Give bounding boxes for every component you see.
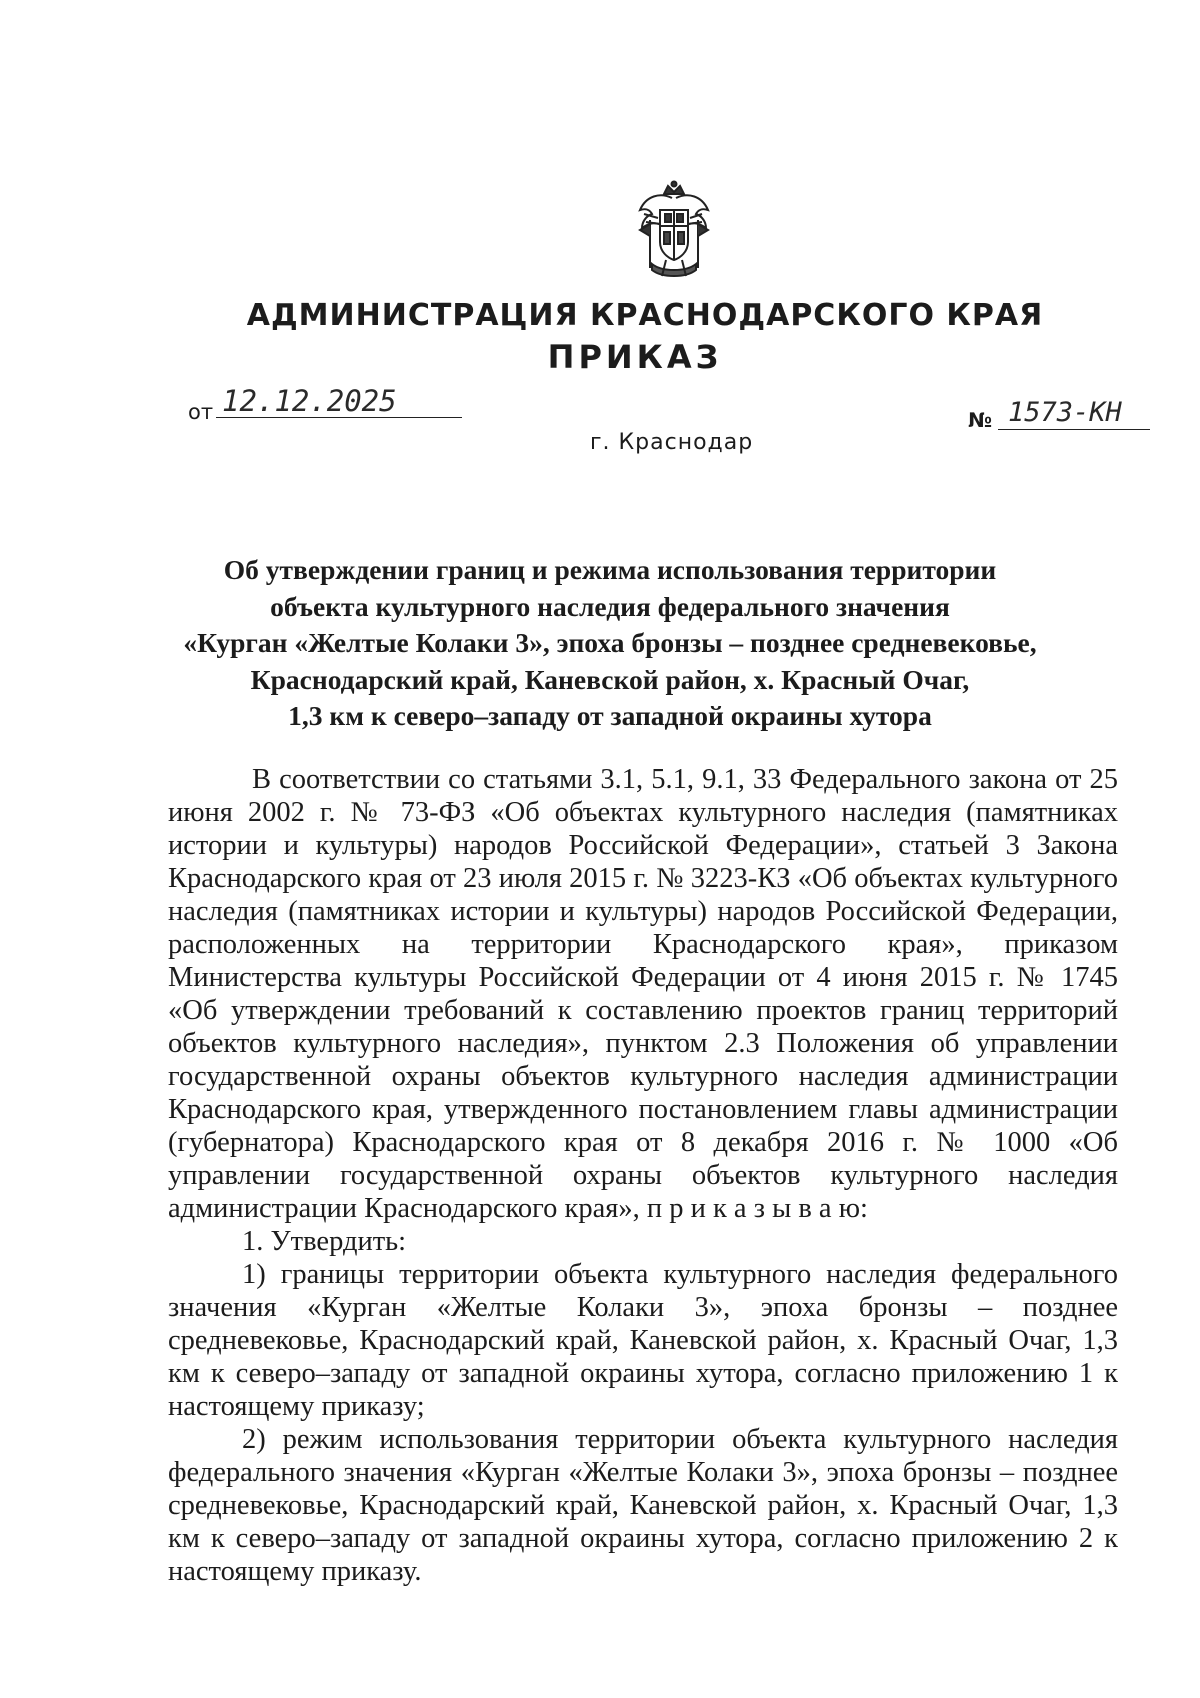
document-body [168, 763, 1118, 1588]
date-value: 12.12.2025 [216, 386, 462, 418]
document-title [150, 552, 1070, 735]
document-number: 1573-КН [998, 398, 1150, 430]
preamble-paragraph: В соответствии со статьями 3.1, 5.1, 9.1, 33 Федерального закона от 25 июня 2002 г. № 73-ФЗ «Об объектах культурного наследия (памятниках истории и культуры) народов Российской Федерации», статьей 3 Закона Краснодарского края от 23 июля 2015 г. № 3223-КЗ «Об объектах культурного наследия (памятниках истории и культуры) народов Российской Федерации, расположенных на территории Краснодарского края», приказом Министерства культуры Российской Федерации от 4 июня 2015 г. № 1745 «Об утверждении требований к составлению проектов границ территорий объектов культурного наследия», пунктом 2.3 Положения об управлении государственной охраны объектов культурного наследия администрации Краснодарского края, утвержденного постановлением главы администрации (губернатора) Краснодарского края от 8 декабря 2016 г. № 1000 «Об управлении государственной охраны объектов культурного наследия администрации Краснодарского края», п р и к а з ы в а ю: [168, 764, 1118, 1224]
title-line: 1,3 км к северо–западу от западной окраины хутора [288, 700, 932, 731]
number-label: № [968, 408, 993, 432]
title-line: Об утверждении границ и режима использования территории [223, 554, 997, 585]
list-item: 1) границы территории объекта культурного наследия федерального значения «Курган «Желтые Колаки 3», эпоха бронзы – позднее средневековье, Краснодарский край, Каневской район, х. Красный Очаг, 1,3 км к северо–западу от западной окраины хутора, согласно приложению 1 к настоящему приказу; [168, 1259, 1118, 1422]
title-line: «Курган «Желтые Колаки 3», эпоха бронзы – позднее средневековье, [183, 627, 1037, 658]
coat-of-arms-icon [632, 180, 716, 280]
date-label: от [188, 400, 214, 424]
title-line: Краснодарский край, Каневской район, х. Красный Очаг, [250, 663, 970, 695]
document-type: ПРИКАЗ [547, 338, 723, 376]
point-1-heading: 1. Утвердить: [242, 1226, 407, 1257]
organization-name: АДМИНИСТРАЦИЯ КРАСНОДАРСКОГО КРАЯ [246, 298, 1044, 333]
city: г. Краснодар [590, 430, 754, 455]
list-item: 2) режим использования территории объекта культурного наследия федерального значения «Курган «Желтые Колаки 3», эпоха бронзы – позднее средневековье, Краснодарский край, Каневской район, х. Красный Очаг, 1,3 км к северо–западу от западной окраины хутора, согласно приложению 2 к настоящему приказу. [168, 1424, 1118, 1587]
title-line: объекта культурного наследия федерального значения [270, 590, 950, 622]
